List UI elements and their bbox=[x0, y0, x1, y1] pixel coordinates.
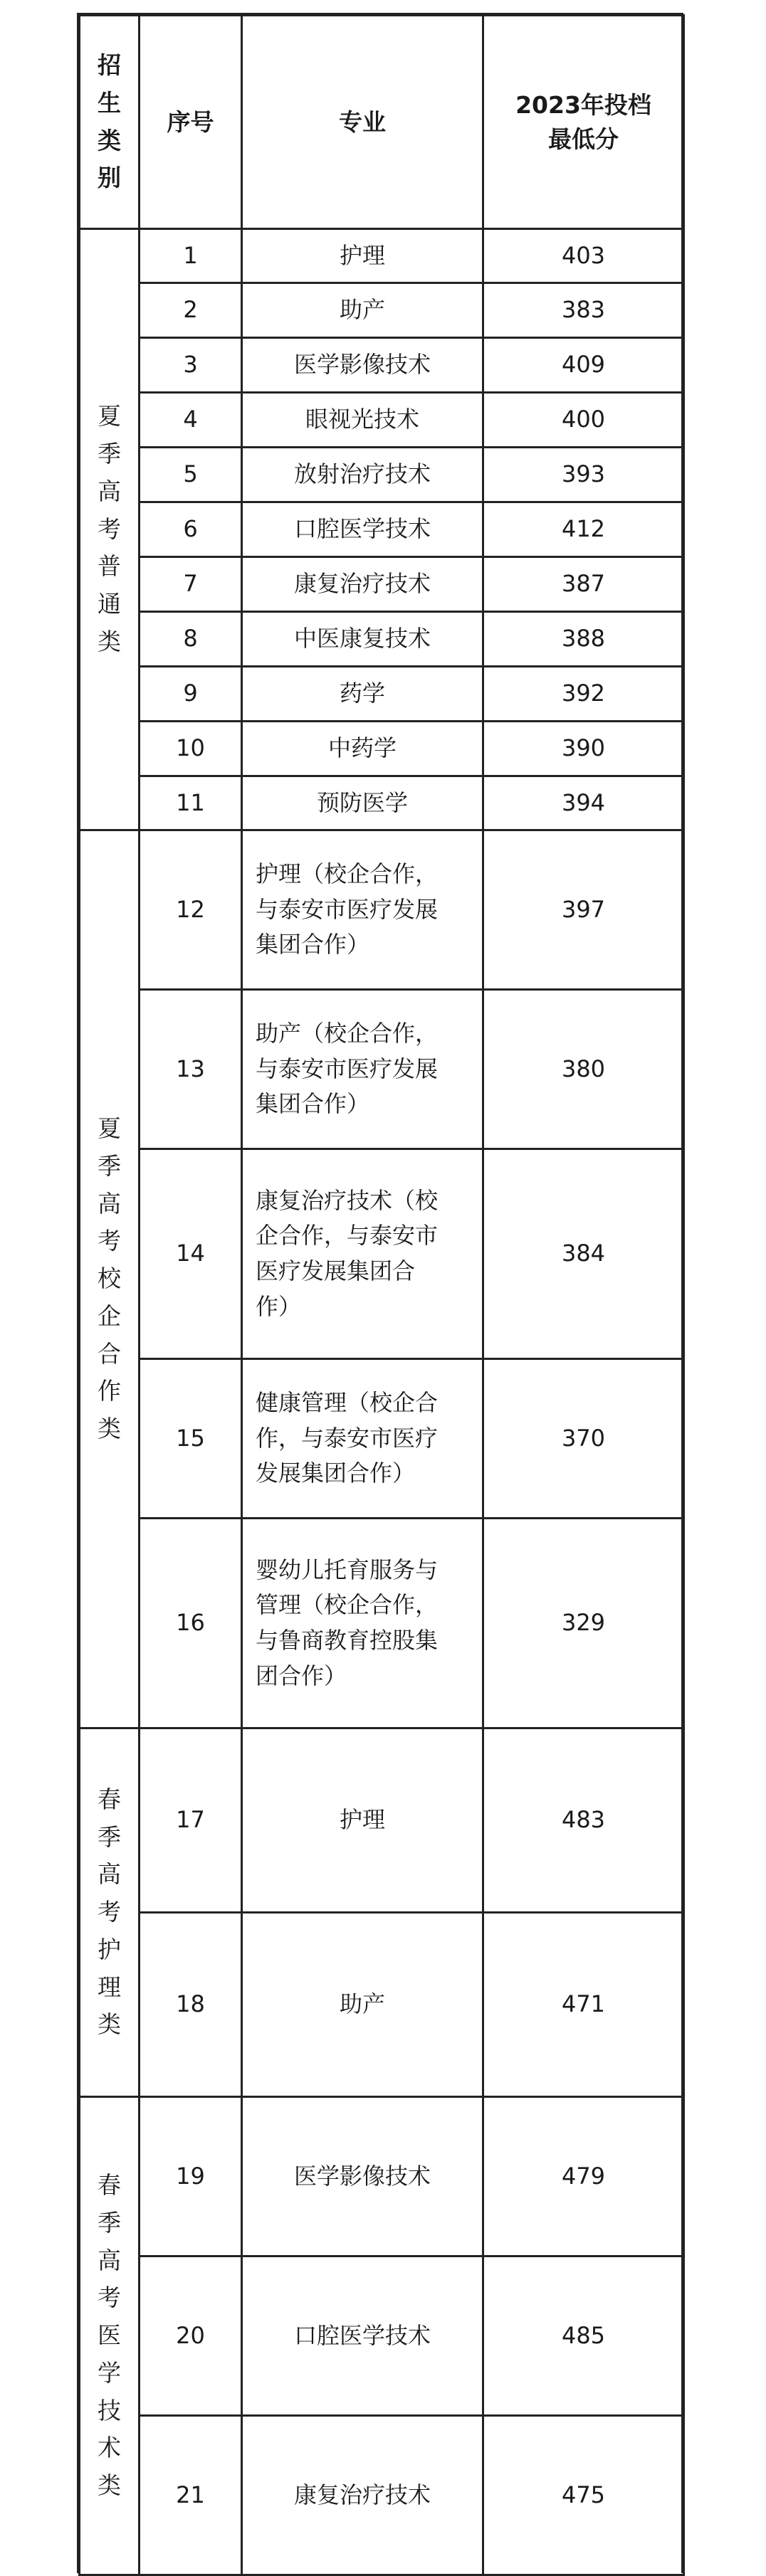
header-category-char: 类 bbox=[98, 126, 121, 154]
major-line: 与鲁商教育控股集 bbox=[256, 1627, 439, 1654]
category-char: 夏 bbox=[98, 402, 121, 431]
major-line: 助产 bbox=[339, 1990, 385, 2018]
category-char: 作 bbox=[98, 1377, 121, 1405]
major-line: 护理 bbox=[339, 1806, 385, 1834]
major-line: 与泰安市医疗发展 bbox=[256, 895, 439, 923]
category-char: 学 bbox=[98, 2358, 121, 2387]
seq-cell: 2 bbox=[140, 283, 242, 338]
major-line: 康复治疗技术（校 bbox=[256, 1186, 439, 1214]
category-cell bbox=[80, 830, 140, 1728]
category-cell bbox=[80, 2097, 140, 2575]
score-cell: 403 bbox=[483, 229, 684, 283]
score-cell: 380 bbox=[483, 990, 684, 1149]
seq-cell: 21 bbox=[140, 2416, 242, 2575]
score-cell: 400 bbox=[483, 393, 684, 448]
major-cell bbox=[242, 612, 483, 667]
major-cell bbox=[242, 2097, 483, 2256]
category-char: 通 bbox=[98, 590, 121, 618]
score-cell: 475 bbox=[483, 2416, 684, 2575]
score-cell: 397 bbox=[483, 830, 684, 990]
major-line: 中药学 bbox=[327, 734, 397, 762]
score-cell: 390 bbox=[483, 722, 684, 776]
major-line: 作，与泰安市医疗 bbox=[256, 1424, 439, 1452]
table-row bbox=[80, 229, 684, 283]
major-line: 企合作，与泰安市 bbox=[256, 1222, 439, 1250]
seq-cell: 19 bbox=[140, 2097, 242, 2256]
seq-cell: 10 bbox=[140, 722, 242, 776]
major-line: 放射治疗技术 bbox=[293, 460, 431, 488]
major-cell bbox=[242, 1359, 483, 1519]
header-score bbox=[483, 16, 684, 229]
seq-cell: 7 bbox=[140, 557, 242, 612]
seq-cell: 13 bbox=[140, 990, 242, 1149]
major-line: 口腔医学技术 bbox=[293, 515, 431, 543]
major-cell bbox=[242, 1728, 483, 1913]
score-cell: 394 bbox=[483, 776, 684, 830]
header-category-char: 招 bbox=[98, 51, 121, 79]
category-char: 夏 bbox=[98, 1114, 121, 1142]
major-line: 与泰安市医疗发展 bbox=[256, 1055, 439, 1082]
header-row bbox=[80, 16, 684, 229]
table-row bbox=[80, 393, 684, 448]
table-row bbox=[80, 776, 684, 830]
major-line: 婴幼儿托育服务与 bbox=[256, 1556, 439, 1583]
table-row bbox=[80, 612, 684, 667]
major-line: 护理 bbox=[339, 241, 385, 269]
header-category bbox=[80, 16, 140, 229]
category-char: 考 bbox=[98, 2284, 121, 2312]
table-row bbox=[80, 1913, 684, 2097]
major-line: 康复治疗技术 bbox=[293, 2481, 431, 2508]
score-cell: 409 bbox=[483, 338, 684, 393]
table-row bbox=[80, 283, 684, 338]
category-char: 合 bbox=[98, 1339, 121, 1368]
major-line: 团合作） bbox=[256, 1662, 347, 1689]
major-cell bbox=[242, 722, 483, 776]
category-char: 高 bbox=[98, 2246, 121, 2274]
table-row bbox=[80, 557, 684, 612]
header-score-line1: 2023年投档 bbox=[515, 90, 651, 119]
category-char: 季 bbox=[98, 1151, 121, 1180]
major-line: 预防医学 bbox=[316, 788, 408, 816]
table-body bbox=[80, 229, 684, 2575]
table-row bbox=[80, 722, 684, 776]
major-line: 管理（校企合作， bbox=[256, 1591, 439, 1619]
seq-cell: 20 bbox=[140, 2256, 242, 2416]
major-cell bbox=[242, 830, 483, 990]
seq-cell: 1 bbox=[140, 229, 242, 283]
score-cell: 412 bbox=[483, 502, 684, 557]
score-cell: 392 bbox=[483, 667, 684, 722]
seq-cell: 9 bbox=[140, 667, 242, 722]
category-char: 高 bbox=[98, 1860, 121, 1889]
category-char: 季 bbox=[98, 440, 121, 468]
table-row bbox=[80, 830, 684, 990]
seq-cell: 5 bbox=[140, 448, 242, 502]
category-char: 术 bbox=[98, 2434, 121, 2462]
category-char: 护 bbox=[98, 1935, 121, 1963]
seq-cell: 3 bbox=[140, 338, 242, 393]
major-line: 医疗发展集团合 bbox=[256, 1257, 416, 1284]
table-row bbox=[80, 448, 684, 502]
score-cell: 485 bbox=[483, 2256, 684, 2416]
seq-cell: 11 bbox=[140, 776, 242, 830]
category-char: 春 bbox=[98, 1785, 121, 1813]
score-cell: 471 bbox=[483, 1913, 684, 2097]
score-cell: 393 bbox=[483, 448, 684, 502]
header-category-char: 别 bbox=[98, 164, 121, 192]
major-line: 口腔医学技术 bbox=[293, 2321, 431, 2349]
category-char: 技 bbox=[98, 2396, 121, 2424]
major-line: 集团合作） bbox=[256, 931, 370, 959]
table-row bbox=[80, 990, 684, 1149]
category-cell bbox=[80, 1728, 140, 2097]
seq-cell: 16 bbox=[140, 1519, 242, 1728]
score-cell: 388 bbox=[483, 612, 684, 667]
score-cell: 370 bbox=[483, 1359, 684, 1519]
major-line: 眼视光技术 bbox=[305, 406, 419, 433]
major-cell bbox=[242, 229, 483, 283]
score-cell: 384 bbox=[483, 1149, 684, 1359]
major-cell bbox=[242, 1913, 483, 2097]
major-cell bbox=[242, 667, 483, 722]
score-cell: 483 bbox=[483, 1728, 684, 1913]
category-char: 考 bbox=[98, 514, 121, 543]
header-score-line2: 最低分 bbox=[548, 125, 619, 153]
category-char: 类 bbox=[98, 2471, 121, 2500]
seq-cell: 18 bbox=[140, 1913, 242, 2097]
table-row bbox=[80, 1359, 684, 1519]
table-row bbox=[80, 2097, 684, 2256]
major-cell bbox=[242, 2416, 483, 2575]
table-row bbox=[80, 502, 684, 557]
major-line: 健康管理（校企合 bbox=[256, 1389, 439, 1417]
header-major: 专业 bbox=[242, 16, 483, 229]
seq-cell: 15 bbox=[140, 1359, 242, 1519]
major-line: 药学 bbox=[339, 680, 385, 707]
category-char: 高 bbox=[98, 1189, 121, 1218]
major-line: 集团合作） bbox=[256, 1090, 370, 1118]
seq-cell: 14 bbox=[140, 1149, 242, 1359]
category-char: 类 bbox=[98, 627, 121, 655]
category-char: 类 bbox=[98, 2010, 121, 2039]
major-line: 助产（校企合作， bbox=[256, 1020, 439, 1047]
header-category-char: 生 bbox=[98, 88, 121, 117]
category-char: 医 bbox=[98, 2321, 121, 2350]
major-cell bbox=[242, 283, 483, 338]
table-row bbox=[80, 2256, 684, 2416]
major-cell bbox=[242, 2256, 483, 2416]
category-char: 季 bbox=[98, 1822, 121, 1851]
table-row bbox=[80, 2416, 684, 2575]
category-char: 考 bbox=[98, 1227, 121, 1255]
category-cell bbox=[80, 229, 140, 830]
major-cell bbox=[242, 1149, 483, 1359]
category-char: 考 bbox=[98, 1898, 121, 1926]
major-cell bbox=[242, 990, 483, 1149]
seq-cell: 17 bbox=[140, 1728, 242, 1913]
table-row bbox=[80, 1519, 684, 1728]
score-cell: 383 bbox=[483, 283, 684, 338]
major-cell bbox=[242, 338, 483, 393]
category-char: 校 bbox=[98, 1265, 121, 1293]
major-cell bbox=[242, 557, 483, 612]
major-cell bbox=[242, 393, 483, 448]
seq-cell: 12 bbox=[140, 830, 242, 990]
major-cell bbox=[242, 776, 483, 830]
category-char: 高 bbox=[98, 477, 121, 505]
major-cell bbox=[242, 502, 483, 557]
seq-cell: 6 bbox=[140, 502, 242, 557]
table-row bbox=[80, 338, 684, 393]
admission-score-table bbox=[78, 14, 685, 2576]
category-char: 普 bbox=[98, 552, 121, 581]
category-char: 类 bbox=[98, 1415, 121, 1443]
score-cell: 387 bbox=[483, 557, 684, 612]
major-line: 助产 bbox=[339, 296, 385, 324]
major-line: 护理（校企合作， bbox=[256, 860, 439, 888]
category-char: 企 bbox=[98, 1302, 121, 1330]
score-cell: 329 bbox=[483, 1519, 684, 1728]
score-cell: 479 bbox=[483, 2097, 684, 2256]
major-line: 发展集团合作） bbox=[256, 1459, 416, 1487]
major-line: 康复治疗技术 bbox=[293, 570, 431, 598]
major-line: 作） bbox=[256, 1292, 302, 1320]
category-char: 季 bbox=[98, 2208, 121, 2237]
table-row bbox=[80, 1728, 684, 1913]
major-line: 中医康复技术 bbox=[293, 625, 431, 653]
header-seq: 序号 bbox=[140, 16, 242, 229]
table-row bbox=[80, 667, 684, 722]
major-line: 医学影像技术 bbox=[293, 351, 431, 379]
major-cell bbox=[242, 448, 483, 502]
seq-cell: 8 bbox=[140, 612, 242, 667]
category-char: 春 bbox=[98, 2170, 121, 2199]
seq-cell: 4 bbox=[140, 393, 242, 448]
table-row bbox=[80, 1149, 684, 1359]
major-cell bbox=[242, 1519, 483, 1728]
category-char: 理 bbox=[98, 1973, 121, 2001]
major-line: 医学影像技术 bbox=[293, 2162, 431, 2190]
